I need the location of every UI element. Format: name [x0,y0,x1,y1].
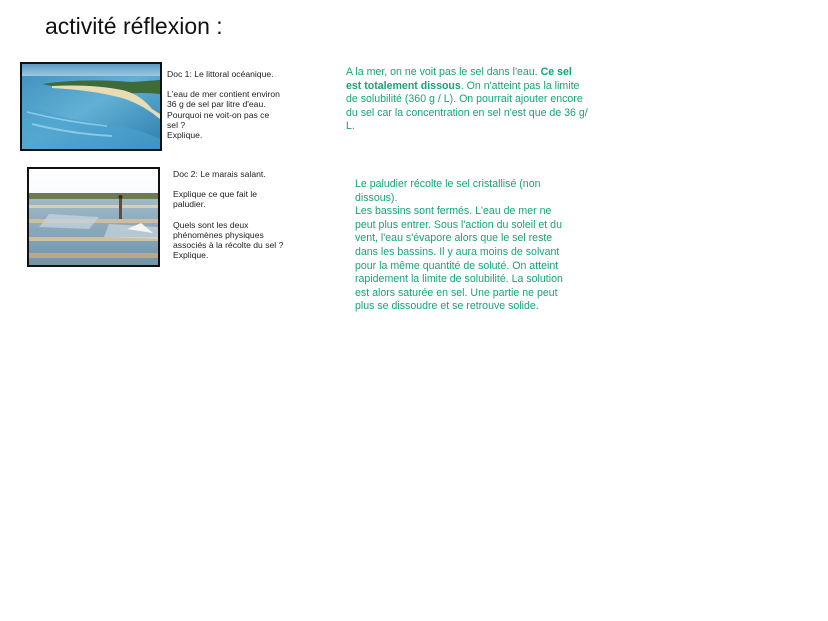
answer-doc2 [355,178,573,314]
doc1-line: sel ? [167,119,186,130]
coastline-photo [20,62,162,151]
doc2-line: Explique. [173,250,209,261]
page-title: activité réflexion : [45,13,223,39]
doc1-line: Explique. [167,130,203,141]
answer1-part2: . On n'atteint pas la limite de solubilité (360 g / L). On pourrait ajouter encore du sel car la concentration en sel n'est que de 36 g/ L. [346,79,588,133]
doc1-line: 36 g de sel par litre d'eau. [167,99,266,110]
answer2-para2: Les bassins sont fermés. L'eau de mer ne peut plus entrer. Sous l'action du soleil et du vent, l'eau s'évapore alors que le sel reste dans les bassins. Il y aura moins de solvant pour la même quantité de soluté. On atteint rapidement la limite de solubilité. La solution est alors saturée en sel. Une partie ne peut plus se dissoudre et se retrouve solide. [355,205,563,313]
answer1-part1: A la mer, on ne voit pas le sel dans l'eau. [346,66,541,78]
doc1-text [167,69,297,140]
coastline-image [22,64,160,149]
doc1-line: Pourquoi ne voit-on pas ce [167,109,270,120]
doc1-heading: Doc 1: Le littoral océanique. [167,69,274,79]
doc2-line: paludier. [173,199,206,210]
answer2-para1: Le paludier récolte le sel cristallisé (non dissous). [355,178,541,204]
answer-doc1 [346,66,588,134]
doc2-line: associés à la récolte du sel ? [173,240,284,251]
salt-marsh-image [29,169,158,265]
answer1-bold: Ce sel est totalement dissous [346,66,572,92]
doc1-line: L'eau de mer contient environ [167,89,280,100]
doc2-line: Quels sont les deux [173,219,249,230]
salt-marsh-photo [27,167,160,267]
doc2-line: phénomènes physiques [173,229,264,240]
doc2-text [173,169,303,260]
doc2-line: Explique ce que fait le [173,189,258,200]
doc2-heading: Doc 2: Le marais salant. [173,169,266,179]
